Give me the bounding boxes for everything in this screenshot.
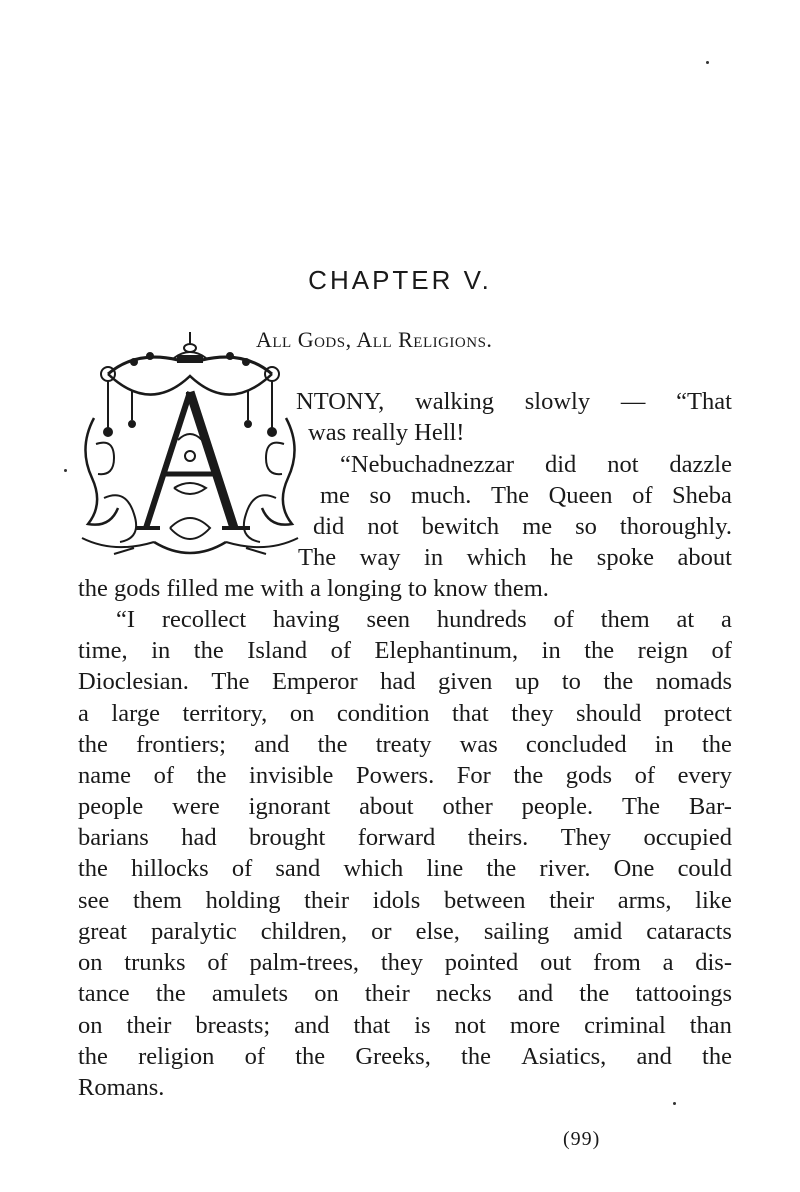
text-line: The way in which he spoke about <box>298 544 732 571</box>
text-line: on their breasts; and that is not more criminal than <box>78 1012 732 1039</box>
page-number: (99) <box>563 1128 601 1150</box>
text-line: barians had brought forward theirs. They occupied <box>78 824 732 851</box>
text-line: tance the amulets on their necks and the tattooings <box>78 980 732 1007</box>
text-line: the gods filled me with a longing to know them. <box>78 575 549 602</box>
text-line: “I recollect having seen hundreds of them at a <box>116 606 732 633</box>
chapter-title: CHAPTER V. <box>308 265 492 295</box>
chapter-subtitle: All Gods, All Religions. <box>256 327 493 352</box>
page-speck <box>64 469 67 472</box>
ornamental-initial-a <box>74 328 306 560</box>
text-line: see them holding their idols between their arms, like <box>78 887 732 914</box>
text-line: name of the invisible Powers. For the gods of every <box>78 762 732 789</box>
text-line: great paralytic children, or else, sailing amid cataracts <box>78 918 732 945</box>
text-line: people were ignorant about other people. The Bar- <box>78 793 732 820</box>
text-line: time, in the Island of Elephantinum, in the reign of <box>78 637 732 664</box>
text-line: “Nebuchadnezzar did not dazzle <box>340 451 732 478</box>
text-line: me so much. The Queen of Sheba <box>320 482 732 509</box>
text-line: NTONY, walking slowly — “That <box>296 388 732 415</box>
text-line: the religion of the Greeks, the Asiatics, and the <box>78 1043 732 1070</box>
text-line: the hillocks of sand which line the river. One could <box>78 855 732 882</box>
text-line: Romans. <box>78 1074 165 1101</box>
text-line: Dioclesian. The Emperor had given up to the nomads <box>78 668 732 695</box>
text-line: a large territory, on condition that they should protect <box>78 700 732 727</box>
text-line: was really Hell! <box>308 419 465 446</box>
page-speck <box>706 61 709 64</box>
text-line: did not bewitch me so thoroughly. <box>313 513 732 540</box>
text-line: on trunks of palm-trees, they pointed out from a dis- <box>78 949 732 976</box>
page-speck <box>673 1102 676 1105</box>
text-line: the frontiers; and the treaty was concluded in the <box>78 731 732 758</box>
